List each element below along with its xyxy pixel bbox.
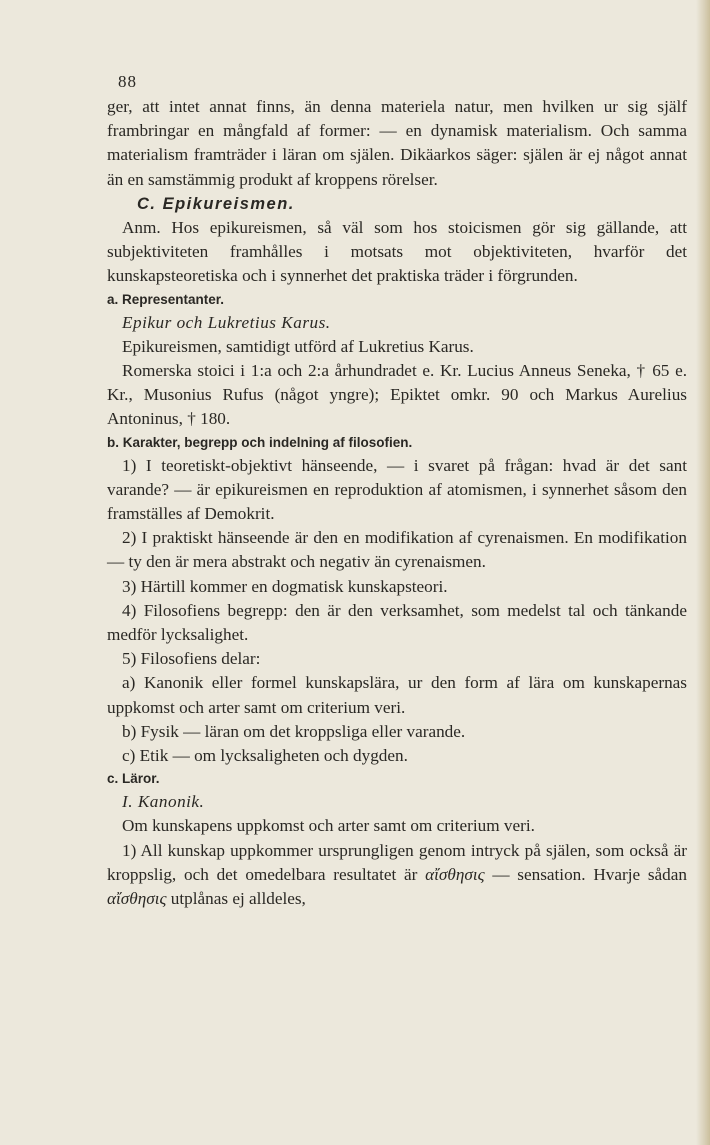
paragraph-c1: Om kunskapens uppkomst och arter samt om criterium veri.: [122, 816, 535, 836]
list-item-b2: 2) I praktiskt hänseende är den en modifikation af cyrenaismen. En modifikation — ty den är mera abstrakt och negativ än cyrenaismen.: [107, 528, 687, 572]
list-item-b5: 5) Filosofiens delar:: [122, 649, 261, 669]
subheading-karakter: b. Karakter, begrepp och indelning af filosofien.: [107, 434, 413, 450]
c2-start-text: 1) All kunskap uppkommer ursprungligen genom intryck på själen, som också är kroppslig, och det omedelbara resultatet är: [107, 840, 687, 884]
italic-line-kanonik: I. Kanonik.: [122, 792, 205, 812]
list-item-b1: 1) I teoretiskt-objektivt hänseende, — i svaret på frågan: hvad är det sant varande? — är epikureismen en reproduktion af atomismen, i synnerhet såsom den framställes af Demokrit.: [107, 455, 687, 524]
paragraph-intro: ger, att intet annat finns, än denna materiela natur, men hvilken ur sig själf frambringar en mångfald af former: — en dynamisk materialism. Och samma materialism framträder i läran om själen. Dikäarkos säger: själen är ej något annat än en samstämmig produkt af kroppens rörelser.: [107, 97, 687, 189]
list-item-b3: 3) Härtill kommer en dogmatisk kunskapsteori.: [122, 576, 448, 596]
list-item-b4: 4) Filosofiens begrepp: den är den verksamhet, som medelst tal och tänkande medför lycksalighet.: [107, 600, 687, 645]
paragraph-rep1: Epikureismen, samtidigt utförd af Lukretius Karus.: [122, 336, 474, 356]
paragraph-c2: [107, 839, 687, 912]
italic-line-epikur: Epikur och Lukretius Karus.: [122, 312, 331, 332]
page-edge-shadow: [696, 0, 710, 1145]
greek-word-aisthesis-2: αἴσθησις: [107, 889, 167, 909]
paragraph-anm: Anm. Hos epikureismen, så väl som hos stoicismen gör sig gällande, att subjektiviteten framhålles i motsats mot objektiviteten, hvarför det kunskapsteoretiska och i synnerhet det praktiska träder i förgrunden.: [107, 218, 687, 286]
list-item-b5c: c) Etik — om lycksaligheten och dygden.: [122, 746, 408, 766]
section-heading-epikureismen: C. Epikureismen.: [137, 194, 295, 213]
subheading-laror: c. Läror.: [107, 771, 160, 787]
greek-word-aisthesis: αἴσθησις: [425, 864, 485, 884]
c2-mid-text: — sensation. Hvarje sådan: [492, 864, 687, 884]
subheading-representanter: a. Representanter.: [107, 291, 225, 307]
list-item-b5a: a) Kanonik eller formel kunskapslära, ur den form af lära om kunskapernas uppkomst och arter samt om criterium veri.: [107, 673, 687, 717]
list-item-b5b: b) Fysik — läran om det kroppsliga eller varande.: [122, 721, 466, 741]
page-text: [107, 95, 687, 911]
page-number: 88: [118, 72, 137, 91]
paragraph-rep2: Romerska stoici i 1:a och 2:a århundradet e. Kr. Lucius Anneus Seneka, † 65 e. Kr., Musonius Rufus (något yngre); Epiktet omkr. 90 och Markus Aurelius Antoninus, † 180.: [107, 361, 687, 429]
c2-end-text: utplånas ej alldeles,: [170, 889, 306, 909]
